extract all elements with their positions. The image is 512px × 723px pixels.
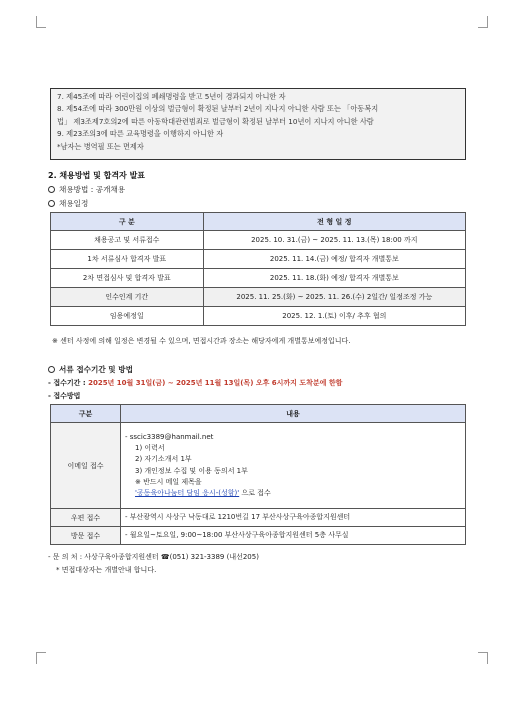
disqualification-box	[50, 88, 466, 160]
application-table	[50, 404, 466, 545]
schedule-date: 2025. 11. 18.(화) 예정/ 합격자 개별통보	[203, 269, 465, 288]
period-value: 2025년 10월 31일(금) ~ 2025년 11월 13일(목) 오후 6시까지 도착분에 한함	[88, 379, 343, 387]
email-item: 1) 이력서	[135, 444, 165, 453]
visit-details: - 월요일~토요일, 9:00~18:00 부산사상구육아종합지원센터 5층 사무실	[121, 527, 466, 545]
email-address[interactable]: - sscic3389@hanmail.net	[125, 432, 214, 441]
application-method-label: - 접수방법	[48, 392, 81, 400]
table-row	[51, 269, 466, 288]
hiring-schedule-label	[48, 198, 88, 209]
table-header-row	[51, 405, 466, 423]
hiring-method-text: 채용방법 : 공개채용	[59, 185, 126, 194]
schedule-name: 임용예정일	[51, 307, 204, 326]
table-row	[51, 509, 466, 527]
section-2-title: 2. 채용방법 및 합격자 발표	[48, 171, 146, 180]
table-row	[51, 250, 466, 269]
qualification-line: *남자는 병역필 또는 면제자	[57, 141, 144, 151]
visit-label: 방문 접수	[51, 527, 121, 545]
hiring-schedule-text: 채용일정	[59, 199, 89, 208]
email-label: 이메일 접수	[51, 423, 121, 509]
circle-bullet-icon	[48, 366, 55, 373]
schedule-name: 인수인계 기간	[51, 288, 204, 307]
crop-mark-top-left	[36, 16, 50, 28]
schedule-name: 채용공고 및 서류접수	[51, 231, 204, 250]
table-row	[51, 527, 466, 545]
period-label: - 접수기간 :	[48, 379, 89, 387]
inquiry-contact: - 문 의 처 : 사상구육아종합지원센터 ☎(051) 321-3389 (내선205)	[48, 553, 259, 561]
circle-bullet-icon	[48, 200, 55, 207]
table-header-row	[51, 213, 466, 231]
email-details	[121, 423, 466, 509]
table-header: 구 분	[51, 213, 204, 231]
email-item: 3) 개인정보 수집 및 이용 동의서 1부	[135, 466, 248, 475]
email-item: ※ 반드시 메일 제목을	[135, 477, 202, 486]
email-subject-tail: 으로 접수	[239, 488, 271, 497]
crop-mark-top-right	[474, 16, 488, 28]
section-3-title	[48, 364, 133, 375]
schedule-date: 2025. 11. 14.(금) 예정/ 합격자 개별통보	[203, 250, 465, 269]
table-row	[51, 288, 466, 307]
schedule-note: ※ 센터 사정에 의해 일정은 변경될 수 있으며, 면접시간과 장소는 해당자에게 개별통보예정입니다.	[52, 337, 351, 345]
interview-notice: * 면접대상자는 개별안내 합니다.	[56, 566, 157, 574]
section-3-title-text: 서류 접수기간 및 방법	[59, 365, 133, 374]
schedule-table	[50, 212, 466, 326]
table-header: 전 형 일 정	[203, 213, 465, 231]
circle-bullet-icon	[48, 186, 55, 193]
application-period	[48, 378, 342, 388]
qualification-line: 8. 제54조에 따라 300만원 이상의 벌금형이 확정된 날부터 2년이 지나지 아니한 사람 또는 「아동복지	[57, 104, 379, 114]
table-row	[51, 307, 466, 326]
email-subject-line	[125, 488, 461, 499]
qualification-line: 법」 제3조제7호의2에 따른 아동학대관련범죄로 벌금형이 확정된 날부터 10년이 지나지 아니한 사람	[57, 116, 374, 126]
schedule-date: 2025. 10. 31.(금) ~ 2025. 11. 13.(목) 18:00 까지	[203, 231, 465, 250]
qualification-line: 9. 제23조의3에 따른 교육명령을 이행하지 아니한 자	[57, 129, 224, 139]
qualification-line: 7. 제45조에 따라 어린이집의 폐쇄명령을 받고 5년이 경과되지 아니한 자	[57, 92, 286, 101]
mail-address: - 부산광역시 사상구 낙동대로 1210번길 17 부산사상구육아종합지원센터	[121, 509, 466, 527]
schedule-name: 2차 면접심사 및 합격자 발표	[51, 269, 204, 288]
hiring-method	[48, 184, 125, 195]
table-header: 구분	[51, 405, 121, 423]
mail-label: 우편 접수	[51, 509, 121, 527]
table-header: 내용	[121, 405, 466, 423]
schedule-date: 2025. 11. 25.(화) ~ 2025. 11. 26.(수) 2일간/ 일정조정 가능	[203, 288, 465, 307]
schedule-date: 2025. 12. 1.(토) 이후/ 추후 협의	[203, 307, 465, 326]
crop-mark-bottom-left	[36, 652, 50, 664]
table-row	[51, 231, 466, 250]
table-row	[51, 423, 466, 509]
email-item: 2) 자기소개서 1부	[135, 455, 192, 464]
schedule-name: 1차 서류심사 합격자 발표	[51, 250, 204, 269]
email-subject-link[interactable]: '공동육아나눔터 담임 응시-(성함)'	[135, 488, 240, 497]
crop-mark-bottom-right	[474, 652, 488, 664]
